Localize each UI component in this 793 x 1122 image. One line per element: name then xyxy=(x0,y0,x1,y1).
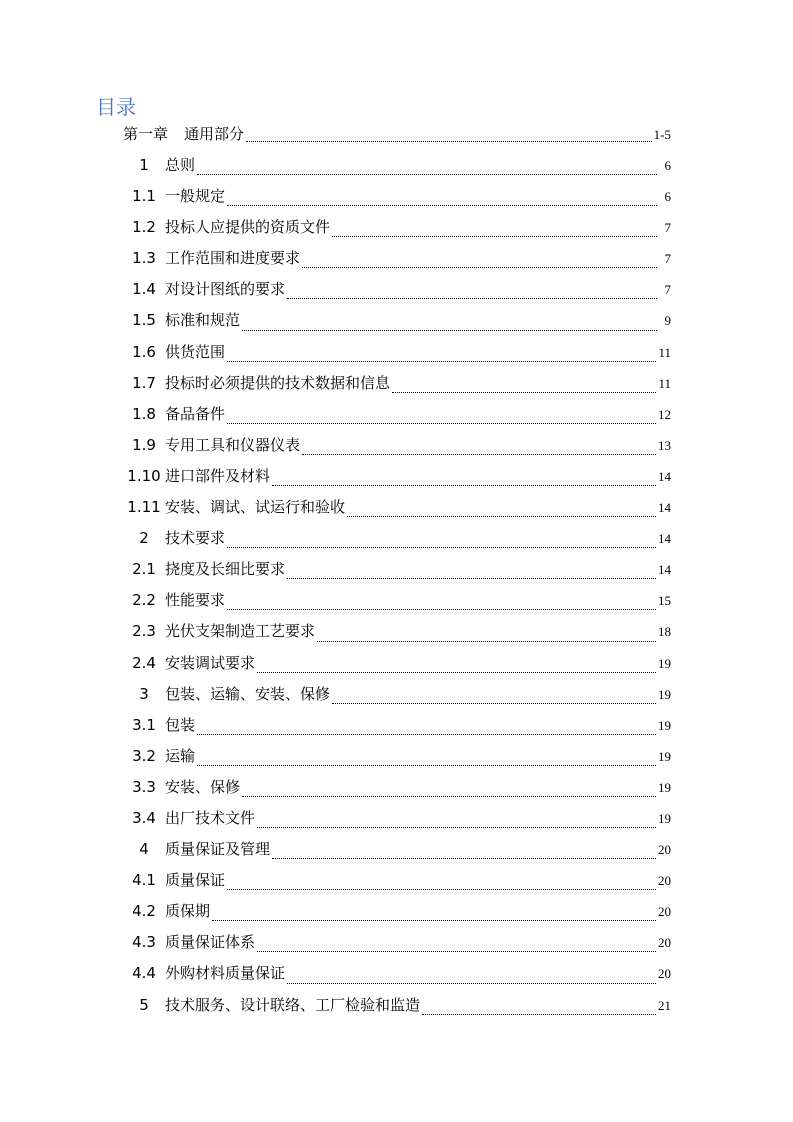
toc-entry-title: 安装、保修 xyxy=(165,777,241,796)
toc-entry-title: 出厂技术文件 xyxy=(165,808,256,827)
toc-entry-row[interactable] xyxy=(123,772,671,803)
toc-entry-page: 19 xyxy=(658,779,671,795)
toc-entry-page: 14 xyxy=(658,500,671,516)
toc-entry-row[interactable] xyxy=(123,616,671,647)
toc-entry-page: 14 xyxy=(658,531,671,547)
toc-entry-number: 5 xyxy=(139,995,149,1014)
toc-entry-number: 3.4 xyxy=(132,808,156,827)
toc-entry-row[interactable] xyxy=(123,679,671,710)
toc-chapter-label: 第一章 xyxy=(123,125,169,143)
toc-entry-row[interactable] xyxy=(123,990,671,1021)
toc-entry-page: 7 xyxy=(664,251,671,267)
toc-entry-title: 光伏支架制造工艺要求 xyxy=(165,622,316,641)
toc-leader xyxy=(392,391,656,393)
toc-entry-page: 13 xyxy=(658,437,671,453)
toc-entry-row[interactable] xyxy=(123,648,671,679)
toc-leader xyxy=(347,515,656,517)
toc-entry-page: 15 xyxy=(658,593,671,609)
toc-entry-title: 挠度及长细比要求 xyxy=(165,560,286,579)
toc-entry-title: 安装、调试、试运行和验收 xyxy=(165,498,346,517)
toc-entry-title: 性能要求 xyxy=(165,591,226,610)
toc-leader xyxy=(197,764,656,766)
toc-entry-number: 1.8 xyxy=(132,404,156,423)
toc-chapter-title: 通用部分 xyxy=(184,125,245,143)
toc-entry-row[interactable] xyxy=(123,927,671,958)
toc-entry-title: 进口部件及材料 xyxy=(165,466,271,485)
toc-entry-title: 包装 xyxy=(165,715,196,734)
toc-leader xyxy=(246,140,652,142)
toc-leader xyxy=(302,453,656,455)
toc-entry-title: 总则 xyxy=(165,156,196,174)
toc-leader xyxy=(272,857,656,859)
toc-entry-row[interactable] xyxy=(123,958,671,989)
toc-chapter-row[interactable] xyxy=(123,121,671,148)
toc-entry-page: 18 xyxy=(658,624,671,640)
toc-entry-row[interactable] xyxy=(123,337,671,368)
toc-entry-number: 2.3 xyxy=(132,622,156,641)
toc-leader xyxy=(332,702,656,704)
toc-entry-number: 1.2 xyxy=(132,218,156,237)
toc-entry-page: 11 xyxy=(658,344,671,360)
toc-leader xyxy=(227,204,657,206)
toc-entry-row[interactable] xyxy=(123,181,671,212)
toc-entry-page: 20 xyxy=(658,966,671,982)
toc-entry-title: 工作范围和进度要求 xyxy=(165,249,301,268)
toc-entry-row[interactable] xyxy=(123,585,671,616)
toc-entry-title: 外购材料质量保证 xyxy=(165,964,286,983)
toc-heading: 目录 xyxy=(96,95,136,119)
toc-entry-number: 4 xyxy=(139,840,149,859)
toc-leader xyxy=(197,173,657,175)
toc-entry-title: 质量保证 xyxy=(165,871,226,890)
toc-leader xyxy=(257,950,656,952)
toc-leader xyxy=(197,733,656,735)
toc-entry-page: 20 xyxy=(658,935,671,951)
toc-entry-number: 3.1 xyxy=(132,715,156,734)
toc-leader xyxy=(242,795,656,797)
toc-leader xyxy=(257,826,656,828)
toc-entry-title: 投标人应提供的资质文件 xyxy=(165,218,331,237)
toc-entry-page: 20 xyxy=(658,842,671,858)
toc-entry-title: 供货范围 xyxy=(165,342,226,361)
toc-entry-number: 2.4 xyxy=(132,653,156,672)
toc-entry-page: 12 xyxy=(658,406,671,422)
toc-entry-number: 1.11 xyxy=(127,498,161,517)
toc-entry-title: 技术要求 xyxy=(165,529,226,548)
toc-chapter-page: 1-5 xyxy=(653,127,671,142)
toc-entry-row[interactable] xyxy=(123,741,671,772)
toc-entry-title: 对设计图纸的要求 xyxy=(165,280,286,299)
toc-entry-number: 3.3 xyxy=(132,777,156,796)
toc-entry-number: 1.1 xyxy=(132,187,156,206)
toc-entry-title: 备品备件 xyxy=(165,404,226,423)
toc-entry-page: 20 xyxy=(658,904,671,920)
toc-entry-row[interactable] xyxy=(123,368,671,399)
toc-entry-row[interactable] xyxy=(123,492,671,523)
toc-entry-page: 11 xyxy=(658,375,671,391)
toc-entry-title: 质保期 xyxy=(165,902,211,921)
toc-entry-row[interactable] xyxy=(123,305,671,336)
toc-entry-page: 19 xyxy=(658,810,671,826)
toc-entry-title: 包装、运输、安装、保修 xyxy=(165,684,331,703)
toc-entry-row[interactable] xyxy=(123,274,671,305)
toc-entry-row[interactable] xyxy=(123,430,671,461)
toc-entry-title: 一般规定 xyxy=(165,187,226,206)
toc-entry-number: 2.2 xyxy=(132,591,156,610)
toc-entry-page: 21 xyxy=(658,997,671,1013)
toc-leader xyxy=(287,577,656,579)
toc-entry-number: 4.2 xyxy=(132,902,156,921)
toc-entry-number: 1.4 xyxy=(132,280,156,299)
toc-entry-number: 1.3 xyxy=(132,249,156,268)
toc-leader xyxy=(257,671,656,673)
toc-entry-number: 1.10 xyxy=(127,466,161,485)
toc-entry-page: 19 xyxy=(658,748,671,764)
toc-entries xyxy=(123,150,671,1021)
toc-entry-number: 2.1 xyxy=(132,560,156,579)
toc-entry-page: 9 xyxy=(664,313,671,329)
toc-entry-page: 14 xyxy=(658,562,671,578)
toc-entry-row[interactable] xyxy=(123,461,671,492)
toc-entry-number: 4.3 xyxy=(132,933,156,952)
toc-entry-row[interactable] xyxy=(123,523,671,554)
toc-entry-page: 6 xyxy=(664,158,671,173)
toc-entry-row[interactable] xyxy=(123,554,671,585)
toc-entry-row[interactable] xyxy=(123,834,671,865)
toc-entry-page: 7 xyxy=(664,220,671,236)
toc-entry-number: 1 xyxy=(139,156,149,174)
toc-entry-page: 19 xyxy=(658,686,671,702)
toc-entry-number: 4.4 xyxy=(132,964,156,983)
toc-entry-title: 运输 xyxy=(165,746,196,765)
toc-entry-page: 20 xyxy=(658,873,671,889)
toc-leader xyxy=(317,640,656,642)
toc-entry-page: 19 xyxy=(658,655,671,671)
toc-entry-row[interactable] xyxy=(123,243,671,274)
toc-entry-title: 质量保证体系 xyxy=(165,933,256,952)
toc-entry-title: 技术服务、设计联络、工厂检验和监造 xyxy=(165,995,421,1014)
toc-entry-row[interactable] xyxy=(123,212,671,243)
toc-entry-row[interactable] xyxy=(123,150,671,181)
toc-entry-row[interactable] xyxy=(123,896,671,927)
toc-leader xyxy=(332,235,657,237)
toc-entry-row[interactable] xyxy=(123,865,671,896)
toc-entry-number: 1.7 xyxy=(132,373,156,392)
toc-entry-row[interactable] xyxy=(123,399,671,430)
toc-leader xyxy=(302,266,657,268)
toc-entry-page: 19 xyxy=(658,717,671,733)
toc-entry-title: 投标时必须提供的技术数据和信息 xyxy=(165,373,391,392)
toc-leader xyxy=(242,329,657,331)
toc-leader xyxy=(227,888,656,890)
toc-entry-title: 安装调试要求 xyxy=(165,653,256,672)
toc-entry-number: 1.5 xyxy=(132,311,156,330)
toc-entry-title: 标准和规范 xyxy=(165,311,241,330)
toc-leader xyxy=(212,919,656,921)
toc-leader xyxy=(227,546,656,548)
toc-entry-page: 7 xyxy=(664,282,671,298)
toc-entry-number: 3.2 xyxy=(132,746,156,765)
toc-entry-number: 1.9 xyxy=(132,435,156,454)
toc-leader xyxy=(287,297,657,299)
toc-entry-title: 质量保证及管理 xyxy=(165,840,271,859)
toc-leader xyxy=(227,608,656,610)
toc-leader xyxy=(422,1013,656,1015)
table-of-contents xyxy=(123,121,671,1021)
toc-entry-number: 4.1 xyxy=(132,871,156,890)
toc-leader xyxy=(287,982,656,984)
toc-entry-page: 14 xyxy=(658,468,671,484)
toc-leader xyxy=(227,360,656,362)
toc-entry-page: 6 xyxy=(664,189,671,205)
toc-entry-number: 3 xyxy=(139,684,149,703)
toc-entry-number: 1.6 xyxy=(132,342,156,361)
toc-leader xyxy=(227,422,656,424)
toc-entry-title: 专用工具和仪器仪表 xyxy=(165,435,301,454)
toc-entry-row[interactable] xyxy=(123,803,671,834)
toc-leader xyxy=(272,484,656,486)
toc-entry-row[interactable] xyxy=(123,710,671,741)
toc-entry-number: 2 xyxy=(139,529,149,548)
